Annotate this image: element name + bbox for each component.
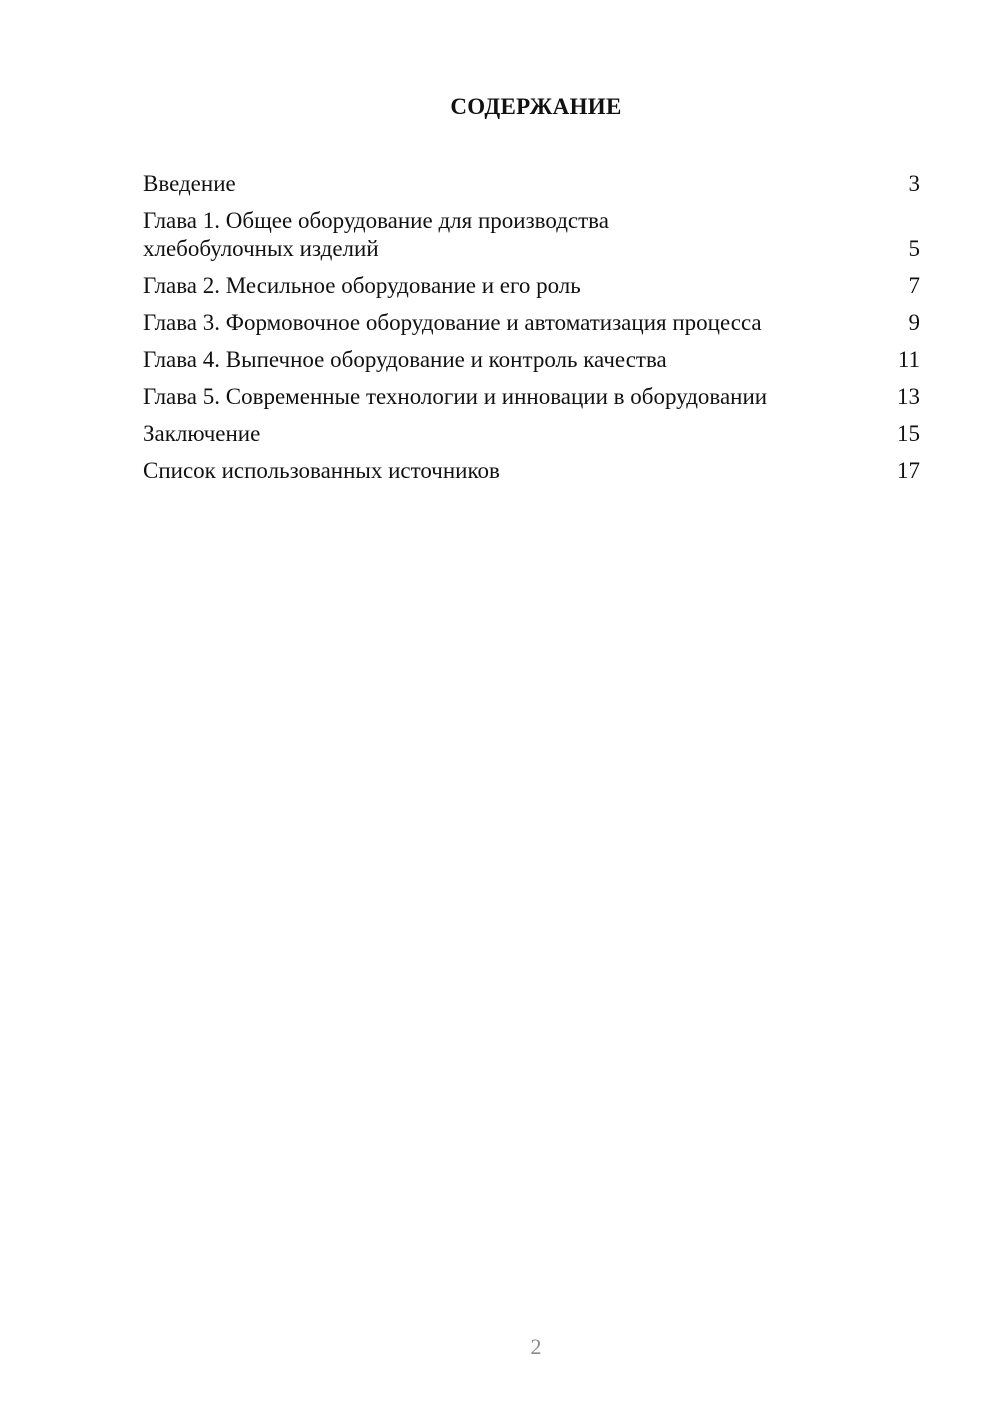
toc-entry-page-number: 13 — [897, 384, 920, 409]
toc-entry-page-number: 9 — [908, 310, 920, 335]
toc-entry-chapter-2[interactable] — [143, 272, 920, 300]
toc-entry-page-number: 3 — [908, 171, 920, 196]
toc-entry-conclusion[interactable] — [143, 420, 920, 448]
page-number: 2 — [530, 1334, 542, 1359]
toc-title: СОДЕРЖАНИЕ — [450, 94, 622, 119]
toc-entry-label: Введение — [143, 171, 236, 196]
toc-entry-introduction[interactable] — [143, 170, 920, 198]
toc-entry-chapter-1[interactable] — [143, 207, 920, 263]
table-of-contents — [143, 170, 920, 494]
toc-entry-page-number: 17 — [897, 458, 920, 483]
toc-entry-label: Заключение — [143, 421, 261, 446]
toc-entry-page-number: 15 — [897, 421, 920, 446]
toc-entry-label: Список использованных источников — [143, 458, 500, 483]
toc-entry-label-line-1: Глава 1. Общее оборудование для производства — [143, 208, 609, 233]
toc-entry-label: Глава 4. Выпечное оборудование и контроль качества — [143, 347, 667, 372]
toc-entry-chapter-5[interactable] — [143, 383, 920, 411]
toc-entry-label: Глава 2. Месильное оборудование и его роль — [143, 273, 581, 298]
toc-entry-label: Глава 5. Современные технологии и инновации в оборудовании — [143, 384, 768, 409]
toc-entry-chapter-3[interactable] — [143, 309, 920, 337]
toc-entry-page-number: 5 — [908, 236, 920, 261]
toc-entry-page-number: 11 — [897, 347, 920, 372]
toc-entry-label: Глава 3. Формовочное оборудование и автоматизация процесса — [143, 310, 762, 335]
toc-entry-chapter-4[interactable] — [143, 346, 920, 374]
toc-entry-references[interactable] — [143, 457, 920, 485]
toc-entry-label-line-2: хлебобулочных изделий — [143, 236, 379, 261]
toc-entry-page-number: 7 — [908, 273, 920, 298]
